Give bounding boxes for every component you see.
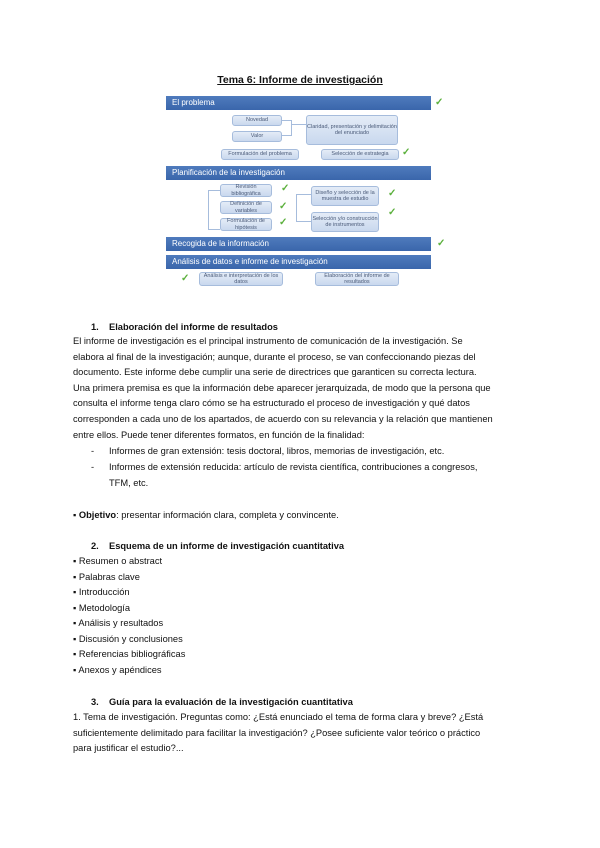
diagram-box-report: Elaboración del informe de resultados <box>315 272 399 286</box>
diagram-box-hypothesis: Formulación de hipótesis <box>220 218 272 231</box>
check-icon: ✓ <box>279 217 288 228</box>
check-icon: ✓ <box>388 207 397 218</box>
dash-icon: - <box>91 462 95 472</box>
dash-icon: - <box>91 446 95 456</box>
list-item: TFM, etc. <box>109 478 149 488</box>
list-item: ▪ Anexos y apéndices <box>73 665 162 675</box>
bullet-icon: ▪ <box>73 618 79 628</box>
list-item: ▪ Metodología <box>73 603 131 613</box>
diagram-box-value: Valor <box>232 131 282 142</box>
check-icon: ✓ <box>279 201 288 212</box>
section-heading: 2. Esquema de un informe de investigación cuantitativa <box>91 541 345 551</box>
diagram-bar-analysis: Análisis de datos e informe de investigación <box>166 255 431 269</box>
bullet-icon: ▪ <box>73 634 79 644</box>
bullet-icon: ▪ <box>73 587 79 597</box>
bullet-icon: ▪ <box>73 665 79 675</box>
bullet-icon: ▪ <box>73 510 79 520</box>
section-heading: 3. Guía para la evaluación de la investigación cuantitativa <box>91 697 353 707</box>
diagram-connector <box>292 124 306 125</box>
diagram-box-formulation: Formulación del problema <box>221 149 299 160</box>
bullet-icon: ▪ <box>73 649 79 659</box>
diagram-box-instruments: Selección y/o construcción de instrumentos <box>311 212 379 232</box>
list-item: ▪ Referencias bibliográficas <box>73 649 186 659</box>
diagram-box-novelty: Novedad <box>232 115 282 126</box>
objective-line: ▪ Objetivo: presentar información clara, completa y convincente. <box>73 510 339 520</box>
section3-paragraph: 1. Tema de investigación. Preguntas como: ¿Está enunciado el tema de forma clara y breve? ¿Está suficientemente delimitado para facilitar la investigación? ¿Posee suficiente valor teórico o práctico para justificar el estudio?... <box>73 712 484 754</box>
diagram-box-data-analysis: Análisis e interpretación de los datos <box>199 272 283 286</box>
list-item: Informes de gran extensión: tesis doctoral, libros, memorias de investigación, etc. <box>109 446 445 456</box>
list-item: ▪ Resumen o abstract <box>73 556 163 566</box>
bullet-icon: ▪ <box>73 556 79 566</box>
check-icon: ✓ <box>435 97 444 108</box>
check-icon: ✓ <box>281 183 290 194</box>
bullet-icon: ▪ <box>73 572 79 582</box>
check-icon: ✓ <box>402 147 411 158</box>
diagram-bar-collection: Recogida de la información <box>166 237 431 251</box>
check-icon: ✓ <box>437 238 446 249</box>
list-item: ▪ Palabras clave <box>73 572 140 582</box>
list-item: ▪ Introducción <box>73 587 130 597</box>
diagram-bar-problem: El problema <box>166 96 431 110</box>
list-item: ▪ Análisis y resultados <box>73 618 164 628</box>
diagram-bar-planning: Planificación de la investigación <box>166 166 431 180</box>
page-title: Tema 6: Informe de investigación <box>217 74 383 86</box>
section1-paragraph: El informe de investigación es el principal instrumento de comunicación de la investigación. Se elabora al final de la investigación; aunque, durante el proceso, se van confeccionando piezas del documento. Este informe debe cumplir una serie de directrices que garanticen su correcta lectura. Una primera premisa es que la información debe aparecer jerarquizada, de modo que la persona que consulta el informe tenga claro cómo se ha estructurado el proceso de investigación y qué datos corresponden a cada uno de los apartados, de acuerdo con su relevancia y la relación que mantienen entre ellos. Puede tener diferentes formatos, en función de la finalidad: <box>73 336 493 440</box>
diagram-connector <box>296 194 311 222</box>
diagram-box-sample: Diseño y selección de la muestra de estudio <box>311 186 379 206</box>
check-icon: ✓ <box>388 188 397 199</box>
list-item: Informes de extensión reducida: artículo de revista científica, contribuciones a congresos, <box>109 462 478 472</box>
diagram-connector <box>282 120 292 136</box>
bullet-icon: ▪ <box>73 603 79 613</box>
diagram-box-variables: Definición de variables <box>220 201 272 214</box>
diagram-connector <box>208 190 220 230</box>
diagram-box-clarity: Claridad, presentación y delimitación del enunciado <box>306 115 398 145</box>
diagram-box-strategy: Selección de estrategia <box>321 149 399 160</box>
section-heading: 1. Elaboración del informe de resultados <box>91 322 278 332</box>
diagram-box-review: Revisión bibliográfica <box>220 184 272 197</box>
check-icon: ✓ <box>181 273 190 284</box>
list-item: ▪ Discusión y conclusiones <box>73 634 183 644</box>
